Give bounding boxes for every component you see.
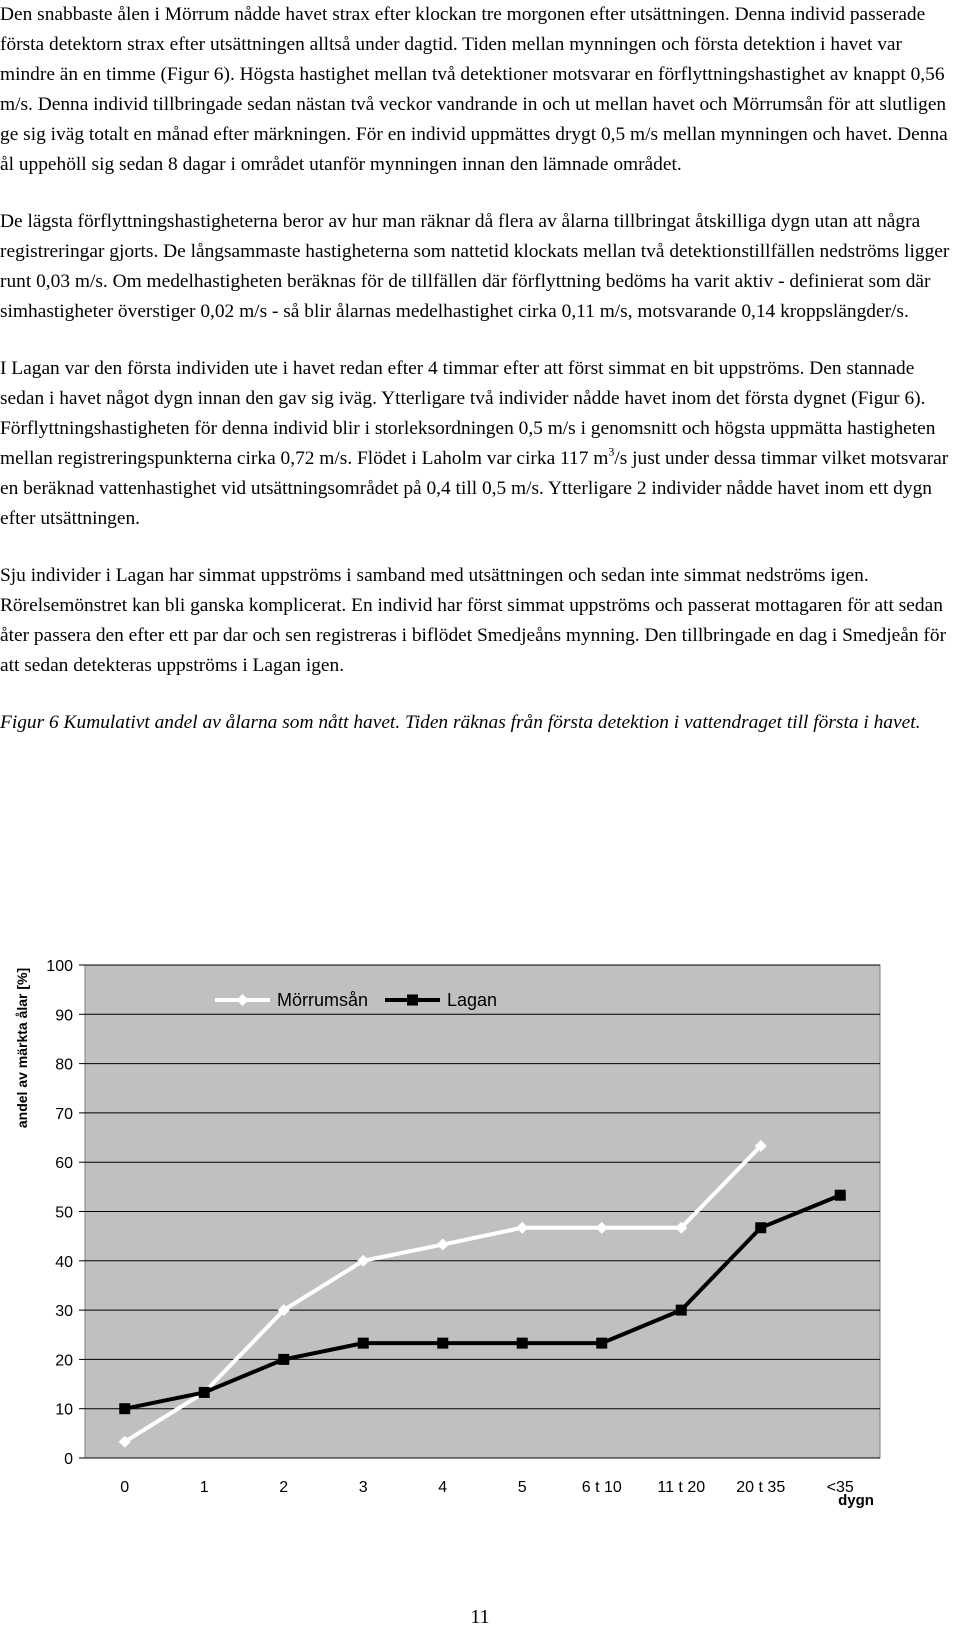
x-tick-label: 20 t 35: [736, 1479, 786, 1496]
legend-label: Lagan: [447, 990, 498, 1010]
paragraph-lagan-upstream: Sju individer i Lagan har simmat uppströms i samband med utsättningen och sedan inte simmat nedströms igen. Rörelsemönstret kan bli ganska komplicerat. En individ har först simmat uppströms och passerat mottagaren för att sedan åter passera den efter ett par dar och sen registreras i biflödet Smedjeåns mynning. Den tillbringade en dag i Smedjeån för att sedan detekteras uppströms i Lagan igen.: [0, 565, 947, 676]
x-tick-label: 2: [279, 1479, 289, 1496]
chart-svg: [0, 948, 960, 1523]
x-tick-label: 0: [120, 1479, 130, 1496]
y-tick-label: 10: [55, 1401, 73, 1419]
data-point: [358, 1338, 369, 1349]
data-point: [755, 1222, 766, 1233]
data-point: [437, 1338, 448, 1349]
y-axis-title: andel av märkta ålar [%]: [14, 967, 30, 1129]
y-tick-label: 70: [55, 1105, 73, 1123]
y-tick-label: 40: [55, 1253, 73, 1271]
figure-6-chart: [0, 948, 960, 1523]
x-tick-label: 3: [358, 1479, 368, 1496]
figure-caption: Figur 6 Kumulativt andel av ålarna som nått havet. Tiden räknas från första detektion i vattendraget till första i havet.: [0, 712, 921, 733]
x-tick-label: 4: [438, 1479, 448, 1496]
data-point: [119, 1403, 130, 1414]
document-body: [0, 0, 958, 738]
data-point: [676, 1305, 687, 1316]
x-tick-label: 11 t 20: [657, 1479, 706, 1496]
data-point: [517, 1338, 528, 1349]
x-tick-label: 5: [517, 1479, 527, 1496]
data-point: [278, 1354, 289, 1365]
data-point: [199, 1387, 210, 1398]
paragraph-morrum-fastest-eel: Den snabbaste ålen i Mörrum nådde havet strax efter klockan tre morgonen efter utsättningen. Denna individ passerade första detektorn strax efter utsättningen alltså under dagtid. Tiden mellan mynningen och första detektion i havet var mindre än en timme (Figur 6). Högsta hastighet mellan två detektioner motsvarar en förflyttningshastighet av knappt 0,56 m/s. Denna individ tillbringade sedan nästan två veckor vandrande in och ut mellan havet och Mörrumsån för att slutligen ge sig iväg totalt en månad efter märkningen. För en individ uppmättes drygt 0,5 m/s mellan mynningen och havet. Denna ål uppehöll sig sedan 8 dagar i området utanför mynningen innan den lämnade området.: [0, 4, 948, 175]
data-point: [596, 1338, 607, 1349]
y-tick-label: 50: [55, 1204, 73, 1222]
x-tick-label: 6 t 10: [581, 1479, 622, 1496]
paragraph-lowest-speeds: De lägsta förflyttningshastigheterna beror av hur man räknar då flera av ålarna tillbringat åtskilliga dygn utan att några registreringar gjorts. De långsammaste hastigheterna som nattetid klockats mellan två detektionstillfällen nedströms ligger runt 0,03 m/s. Om medelhastigheten beräknas för de tillfällen där förflyttning bedöms ha varit aktiv - definierat som där simhastigheter överstiger 0,02 m/s - så blir ålarnas medelhastighet cirka 0,11 m/s, motsvarande 0,14 kroppslängder/s.: [0, 211, 950, 322]
paragraph-lagan-text-a: I Lagan var den första individen ute i havet redan efter 4 timmar efter att först simmat en bit uppströms. Den stannade sedan i havet något dygn innan den gav sig iväg. Ytterligare två individer nådde havet inom det första dygnet (Figur 6). Förflyttningshastigheten för denna individ blir i storleksordningen 0,5 m/s i genomsnitt och högsta uppmätta hastigheten mellan registreringspunkterna cirka 0,72 m/s. Flödet i Laholm var cirka 117 m: [0, 358, 936, 469]
superscript-3: 3: [608, 444, 615, 459]
y-tick-label: 100: [46, 958, 73, 975]
y-tick-label: 20: [55, 1352, 73, 1370]
data-point: [835, 1190, 846, 1201]
y-tick-label: 30: [55, 1303, 73, 1321]
legend-marker: [407, 995, 418, 1006]
x-tick-label: 1: [199, 1479, 209, 1496]
legend-label: Mörrumsån: [277, 990, 369, 1010]
page-number: 11: [470, 1606, 490, 1628]
y-tick-label: 60: [55, 1155, 73, 1173]
x-axis-title: dygn: [838, 1492, 874, 1509]
paragraph-lagan-text-b: /s just under dessa timmar vilket motsvarar en beräknad vattenhastighet vid utsättningsområdet på 0,4 till 0,5 m/s. Ytterligare 2 individer nådde havet inom ett dygn efter utsättningen.: [0, 448, 949, 529]
y-tick-label: 90: [55, 1007, 73, 1025]
y-tick-label: 80: [55, 1056, 73, 1074]
x-tick-label: <35: [826, 1479, 854, 1496]
y-tick-label: 0: [64, 1451, 73, 1468]
paragraph-lagan-first-individual: [0, 354, 958, 534]
